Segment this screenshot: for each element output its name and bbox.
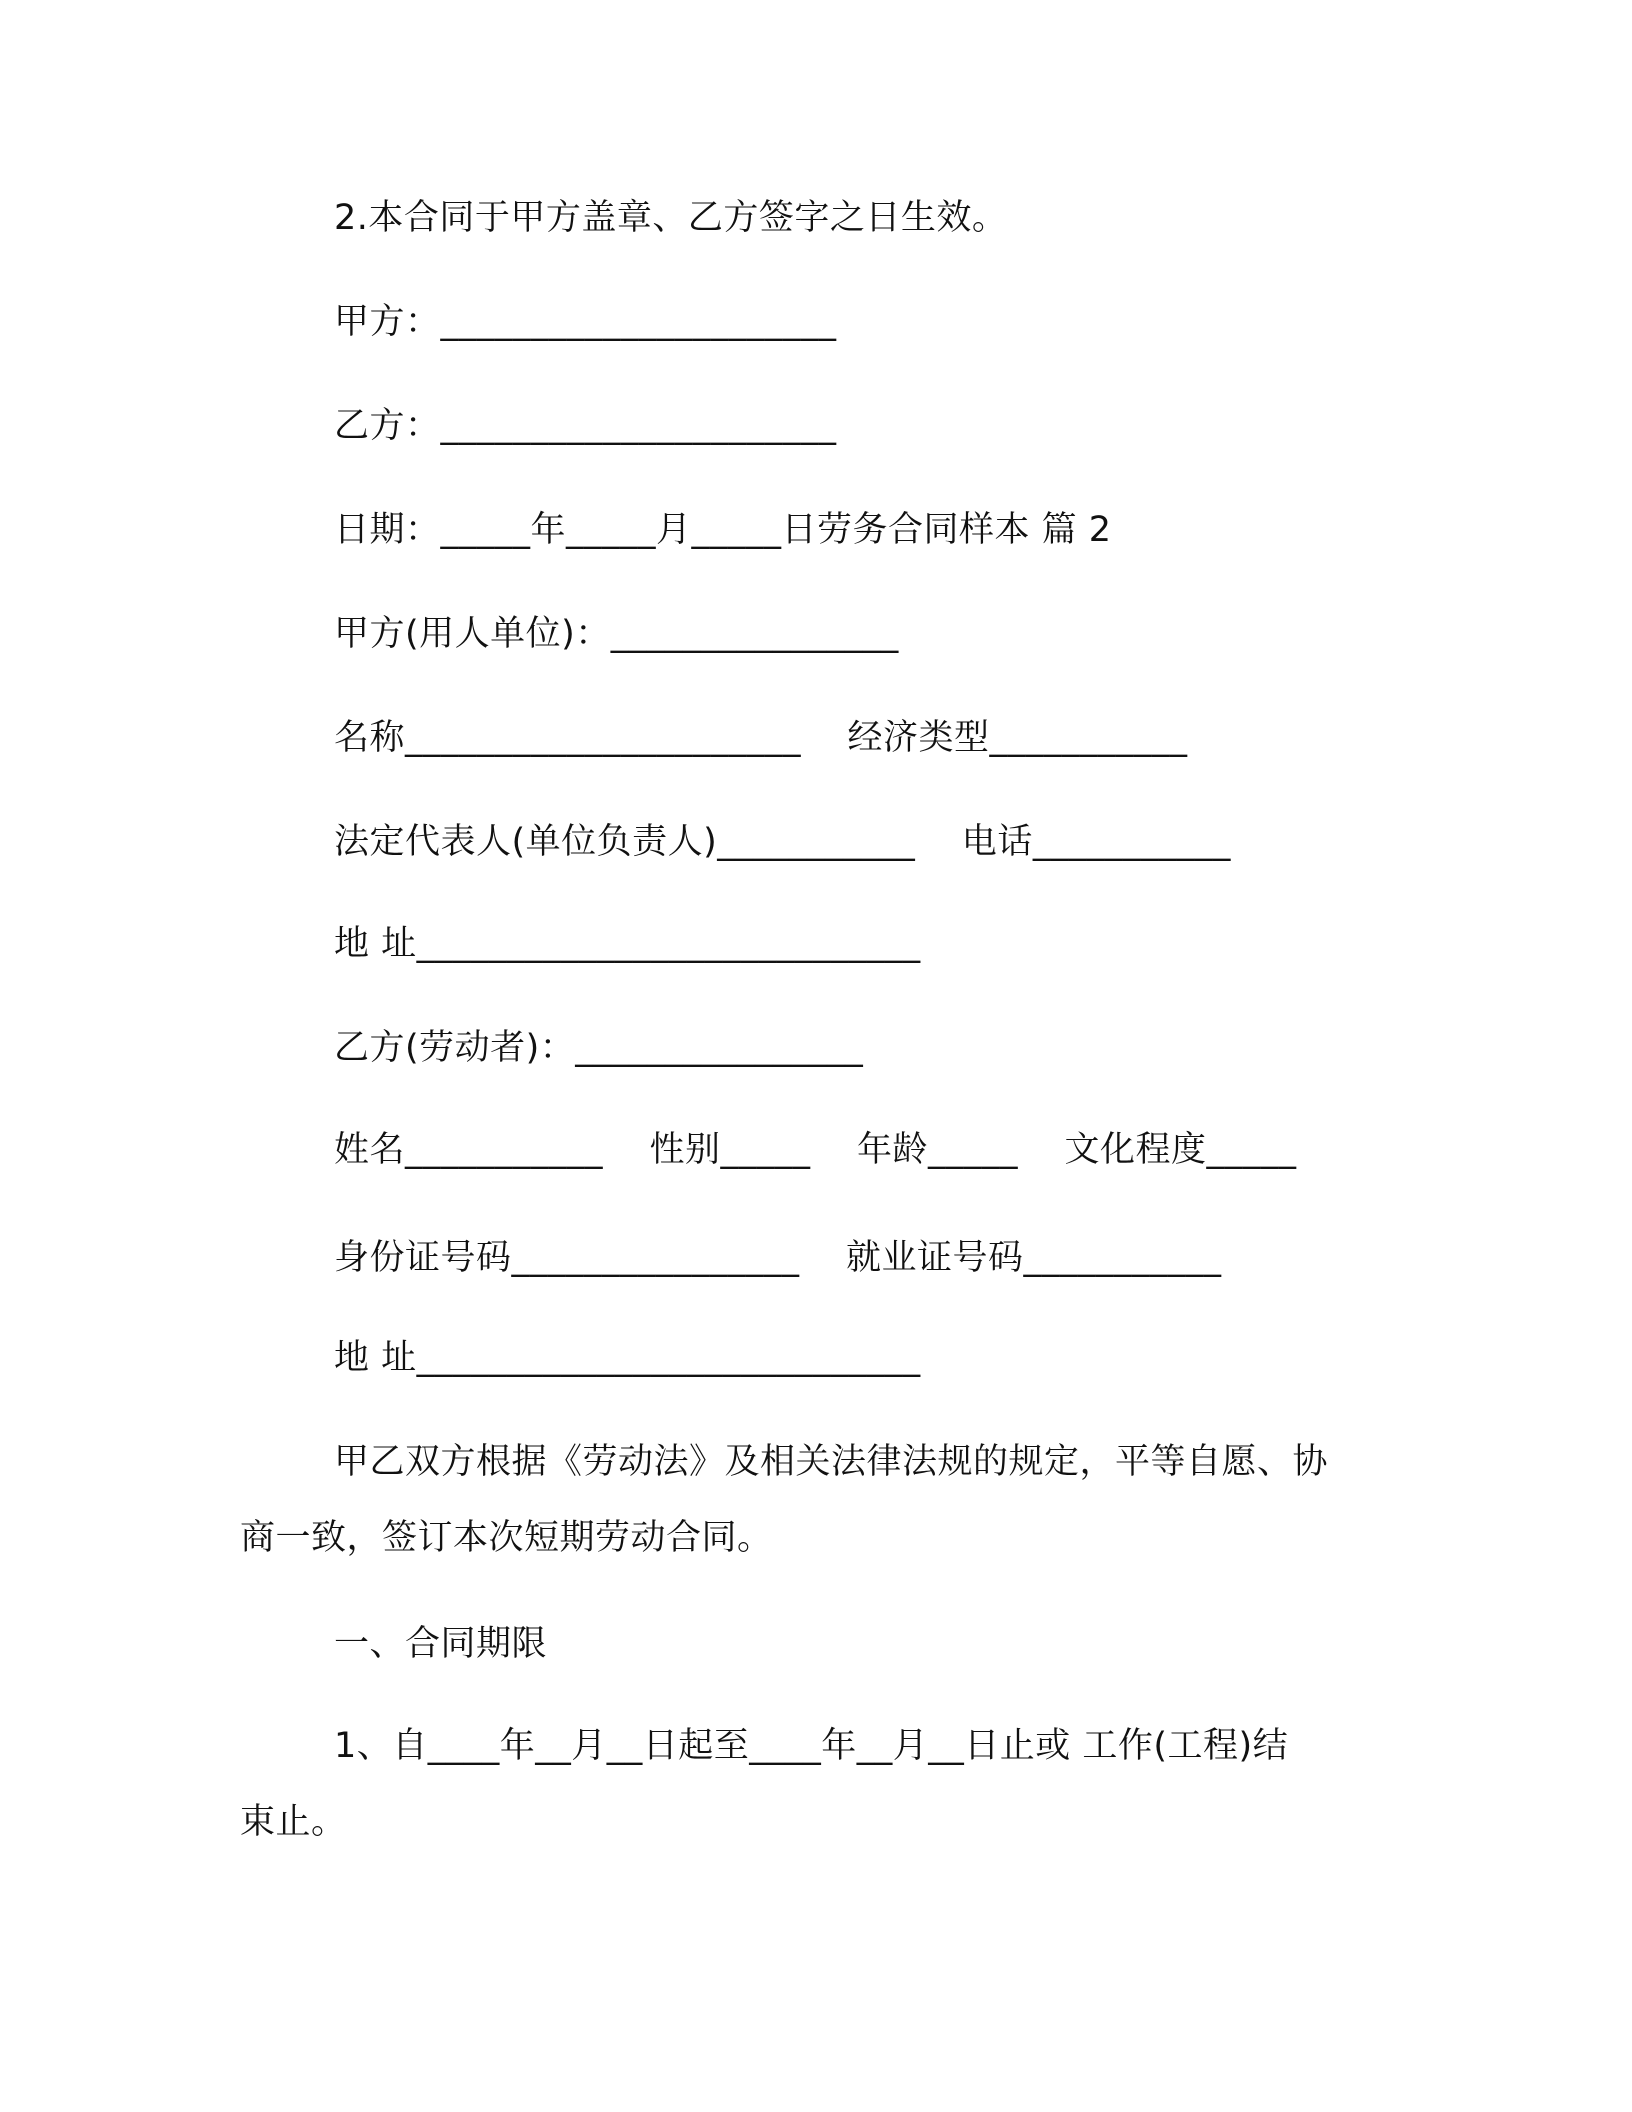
term-clause-line2: 束止。 — [240, 1802, 347, 1842]
worker-address-line: 地 址____________________________ — [334, 1338, 921, 1378]
party-a-signature-line: 甲方：______________________ — [334, 302, 837, 342]
worker-info-line: 姓名___________ 性别_____ 年龄_____ 文化程度_____ — [334, 1130, 1297, 1170]
term-clause-line1: 1、自____年__月__日起至____年__月__日止或 工作(工程)结 — [334, 1726, 1289, 1766]
employer-heading: 甲方(用人单位)：________________ — [334, 614, 899, 654]
worker-heading: 乙方(劳动者)：________________ — [334, 1028, 864, 1068]
clause-effective: 2.本合同于甲方盖章、乙方签字之日生效。 — [334, 198, 1008, 238]
worker-id-line: 身份证号码________________ 就业证号码___________ — [334, 1238, 1222, 1278]
section-heading-term: 一、合同期限 — [334, 1624, 548, 1664]
employer-name-type-line: 名称______________________ 经济类型___________ — [334, 718, 1188, 758]
legal-rep-phone-line: 法定代表人(单位负责人)___________ 电话___________ — [334, 822, 1231, 862]
date-and-title-line: 日期：_____年_____月_____日劳务合同样本 篇 2 — [334, 510, 1112, 550]
agreement-paragraph-line1: 甲乙双方根据《劳动法》及相关法律法规的规定，平等自愿、协 — [334, 1442, 1329, 1482]
party-b-signature-line: 乙方：______________________ — [334, 406, 837, 446]
employer-address-line: 地 址____________________________ — [334, 924, 921, 964]
agreement-paragraph-line2: 商一致，签订本次短期劳动合同。 — [240, 1518, 773, 1558]
